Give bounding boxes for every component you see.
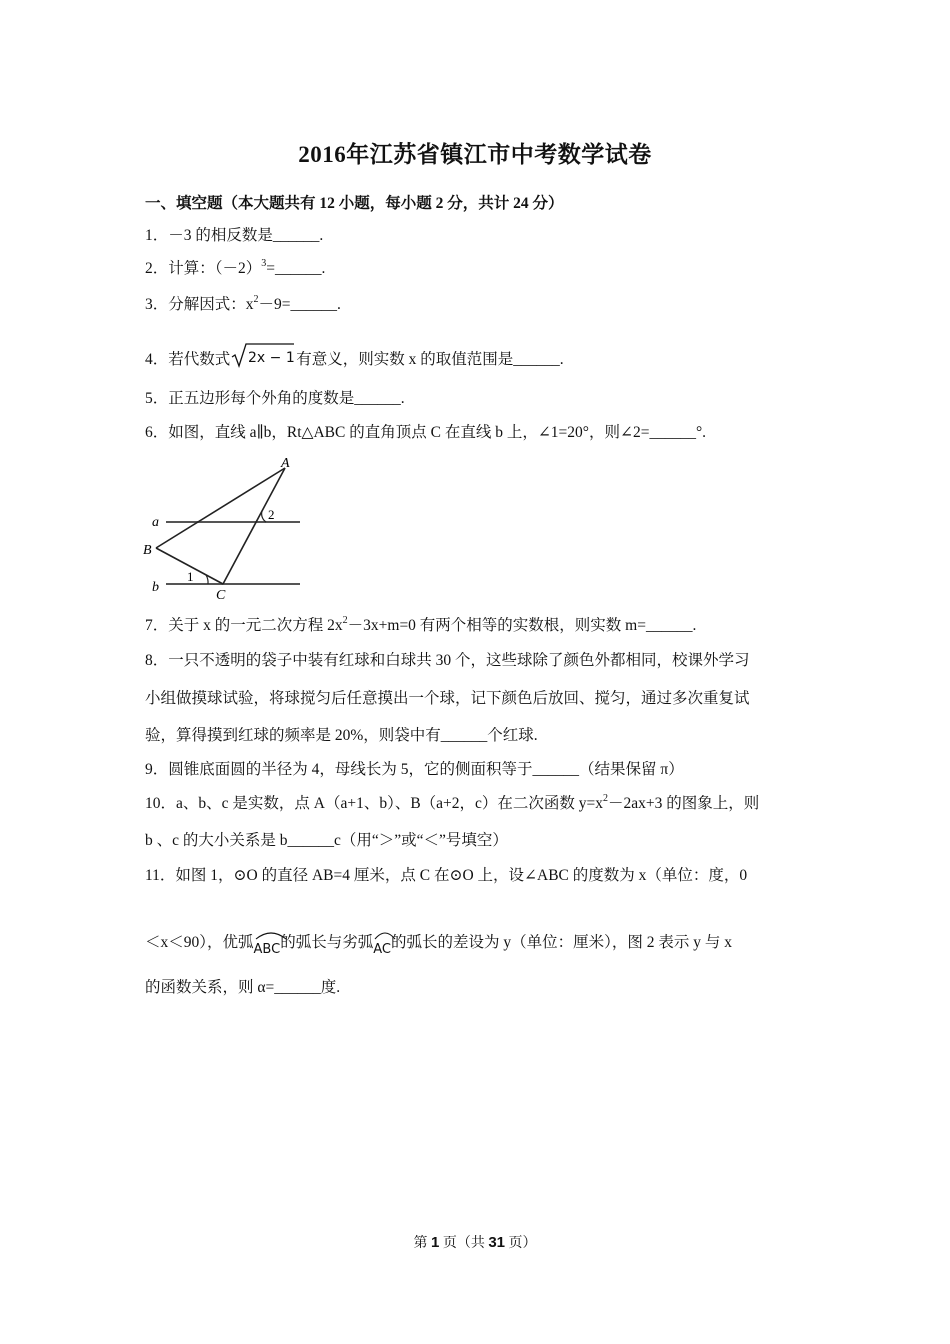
question-text: . [559,351,564,368]
question-text: 验，算得摸到红球的频率是 20%，则袋中有 [145,727,441,744]
footer-text: 页（共 [439,1236,489,1251]
question-text: . [400,390,405,407]
label-line-b: b [152,580,159,595]
question-text: 3．分解因式：x [145,296,254,313]
answer-blank[interactable]: ______ [440,727,488,744]
footer-text: 页） [505,1236,537,1251]
question-11-line-2 [145,928,732,960]
answer-blank[interactable]: ______ [274,979,321,996]
question-text: 度. [320,979,341,996]
question-text: ＜x＜90），优弧 [145,934,254,951]
section-heading: 一、填空题（本大题共有 12 小题，每小题 2 分，共计 24 分） [145,195,564,212]
answer-blank[interactable]: ______ [275,260,322,277]
geometry-figure [140,455,305,603]
question-text: c（用“＞”或“＜”号填空） [334,832,508,849]
question-7 [145,616,696,636]
question-text: 7．关于 x 的一元二次方程 2x [145,617,343,634]
question-text: 的弧长与劣弧 [280,934,374,951]
label-a-vertex: A [281,456,290,471]
page-footer [0,1232,950,1252]
footer-text: 第 [413,1236,431,1251]
segment-ab [156,468,285,548]
question-10-line-1 [145,794,759,814]
answer-blank[interactable]: ______ [532,761,580,778]
answer-blank[interactable]: ______ [513,351,560,368]
question-text: 10．a、b、c 是实数，点 A（a+1、b）、B（a+2，c）在二次函数 y=x [145,795,604,812]
question-11-line-3 [145,978,340,998]
label-line-a: a [152,515,159,530]
page-total: 31 [488,1234,506,1251]
question-10-line-2 [145,831,508,851]
page-title: 2016年江苏省镇江市中考数学试卷 [298,142,652,167]
question-1 [145,226,323,246]
question-text: °. [695,424,707,441]
question-8-line-1: 8．一只不透明的袋子中装有红球和白球共 30 个，这些球除了颜色外都相同，校课外学习 [145,652,750,669]
question-text: 个红球. [487,727,538,744]
question-text: 9．圆锥底面圆的半径为 4，母线长为 5，它的侧面积等于 [145,761,533,778]
answer-blank[interactable]: ______ [649,424,696,441]
question-text: 5．正五边形每个外角的度数是 [145,390,355,407]
question-3 [145,295,341,315]
radical-sign [231,342,295,368]
question-text: 的弧长的差设为 y（单位：厘米），图 2 表示 y 与 x [390,934,732,951]
page-number: 1 [430,1234,440,1251]
question-text: = [266,260,276,277]
question-6 [145,423,706,443]
square-root [231,342,295,368]
question-text: . [321,260,326,277]
answer-blank[interactable]: ______ [272,227,320,244]
answer-blank[interactable]: ______ [287,832,335,849]
question-text: －9= [258,296,291,313]
arc-label: ABC [253,942,281,957]
question-4 [145,342,564,370]
question-8-line-3 [145,726,538,746]
exponent: 2 [603,793,609,804]
question-8-line-2: 小组做摸球试验，将球搅匀后任意摸出一个球，记下颜色后放回、搅匀，通过多次重复试 [145,690,750,707]
question-text: （结果保留 π） [579,761,684,778]
answer-blank[interactable]: ______ [354,390,401,407]
arc-symbol [373,928,397,940]
angle-2-arc [262,511,266,522]
question-text: 1．－3 的相反数是 [145,227,273,244]
major-arc-notation [254,928,281,960]
question-2 [145,259,325,279]
label-angle-1: 1 [187,569,194,584]
question-5 [145,389,405,409]
exponent: 2 [253,294,259,305]
minor-arc-notation [373,928,391,960]
exponent: 3 [261,258,267,269]
question-text: 的函数关系，则 α= [145,979,275,996]
arc-label: AC [373,942,391,957]
question-11-line-1: 11．如图 1，⊙O 的直径 AB=4 厘米，点 C 在⊙O 上，设∠ABC 的度数为 x（单位：度，0 [145,867,748,884]
radicand: 2x − 1 [248,350,295,366]
label-b-vertex: B [143,543,152,558]
answer-blank[interactable]: ______ [290,296,338,313]
question-text: . [337,296,341,313]
question-text: 6．如图，直线 a∥b，Rt△ABC 的直角顶点 C 在直线 b 上，∠1=20°，则∠2= [145,424,650,441]
label-c-vertex: C [216,588,226,603]
question-text: －2ax+3 的图象上，则 [608,795,760,812]
question-text: 2．计算：（－2） [145,260,262,277]
arc-symbol [254,928,288,940]
question-text: b 、c 的大小关系是 b [145,832,288,849]
answer-blank[interactable]: ______ [645,617,693,634]
label-angle-2: 2 [268,507,275,522]
question-text: . [319,227,324,244]
question-text: . [692,617,697,634]
question-text: －3x+m=0 有两个相等的实数根，则实数 m= [347,617,646,634]
question-text: 4．若代数式 [145,351,231,368]
segment-ac [223,468,285,584]
exponent: 2 [342,615,348,626]
question-9 [145,760,684,780]
question-text: 有意义，则实数 x 的取值范围是 [296,351,514,368]
